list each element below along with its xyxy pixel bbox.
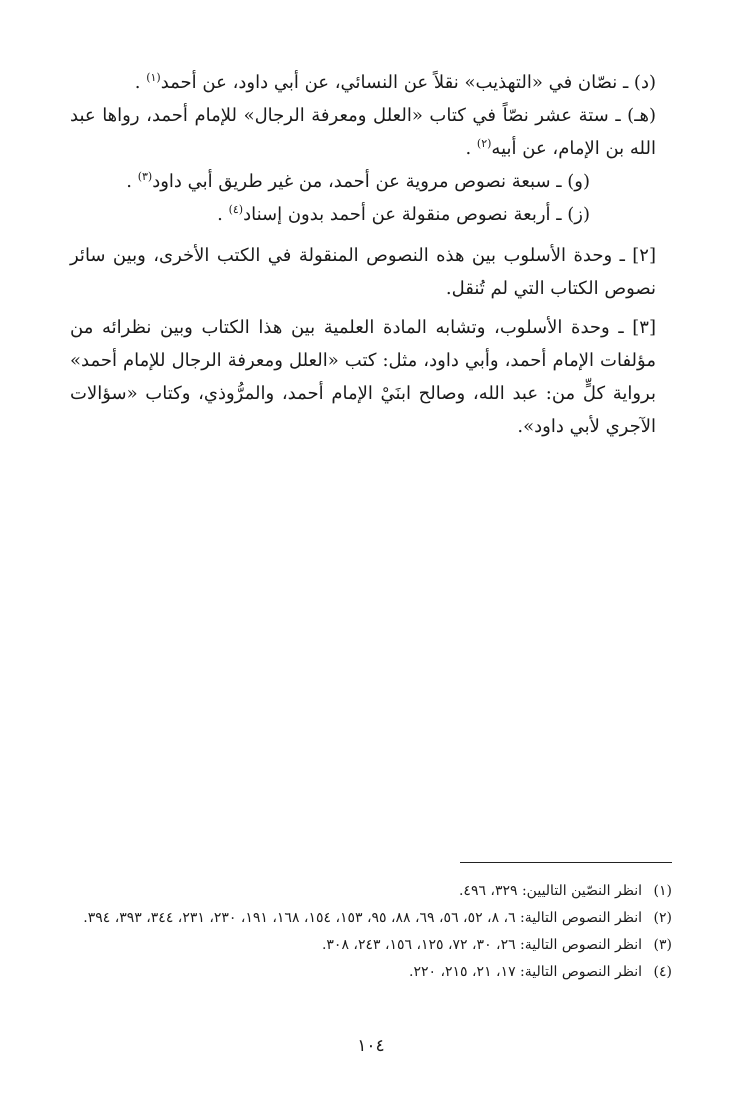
footnote-4: [70, 959, 672, 986]
paragraph-w: [70, 165, 672, 198]
paragraph-d: [70, 66, 672, 99]
footnote-text: انظر النصوص التالية: ٢٦، ٣٠، ٧٢، ١٢٥، ١٥٦، ٢٤٣، ٣٠٨.: [321, 937, 642, 953]
paragraph-h: [70, 99, 672, 165]
paragraph-z-end: .: [217, 204, 223, 225]
paragraph-z-text: (ز) ـ أربعة نصوص منقولة عن أحمد بدون إسناد: [243, 204, 590, 225]
footnote-text: انظر النصّين التاليين: ٣٢٩، ٤٩٦.: [458, 883, 642, 899]
footnote-1: [70, 878, 672, 905]
paragraph-d-text: (د) ـ نصّان في «التهذيب» نقلاً عن النسائي، عن أبي داود، عن أحمد: [160, 72, 656, 93]
footnote-number: (٣): [653, 937, 672, 953]
paragraph-d-end: .: [134, 72, 141, 93]
paragraph-z: [70, 198, 672, 231]
paragraph-w-text: (و) ـ سبعة نصوص مروية عن أحمد، من غير طريق أبي داود: [152, 171, 590, 192]
paragraph-h-text: (هـ) ـ ستة عشر نصّاً في كتاب «العلل ومعرفة الرجال» للإمام أحمد، رواها عبد الله بن الإمام، عن أبيه: [70, 105, 656, 159]
footnote-text: انظر النصوص التالية: ٦، ٨، ٥٢، ٥٦، ٦٩، ٨٨، ٩٥، ١٥٣، ١٥٤، ١٦٨، ١٩١، ٢٣٠، ٢٣١، ٣٤٤، ٣٩٣، ٣٩٤.: [83, 910, 642, 926]
paragraph-h-end: .: [465, 138, 472, 159]
footnote-ref-4: (٤): [228, 203, 244, 216]
footnote-ref-1: (١): [146, 71, 161, 84]
footnote-2: [70, 905, 672, 932]
footnote-text: انظر النصوص التالية: ١٧، ٢١، ٢١٥، ٢٢٠.: [409, 964, 642, 980]
document-page: [70, 66, 672, 1066]
footnote-3: [70, 932, 672, 959]
footnotes: [70, 878, 672, 986]
paragraph-w-end: .: [126, 171, 132, 192]
footnote-number: (٢): [653, 910, 672, 926]
paragraph-3: [٣] ـ وحدة الأسلوب، وتشابه المادة العلمية بين هذا الكتاب وبين نظرائه من مؤلفات الإمام أحمد، وأبي داود، مثل: كتب «العلل ومعرفة الرجال للإمام أحمد» برواية كلٍّ من: عبد الله، وصالح ابنَيْ الإمام أحمد، والمرُّوذي، وكتاب «سؤالات الآجري لأبي داود».: [70, 317, 656, 437]
footnote-ref-3: (٣): [137, 170, 153, 183]
main-text: [70, 66, 672, 443]
footnote-ref-2: (٢): [476, 137, 492, 150]
page-number: ١٠٤: [357, 1036, 385, 1056]
paragraph-2: [٢] ـ وحدة الأسلوب بين هذه النصوص المنقولة في الكتب الأخرى، وبين سائر نصوص الكتاب التي لم تُنقل.: [70, 245, 656, 299]
footnote-number: (٤): [653, 964, 672, 980]
footnote-number: (١): [653, 883, 672, 899]
footnote-divider: [460, 862, 672, 863]
